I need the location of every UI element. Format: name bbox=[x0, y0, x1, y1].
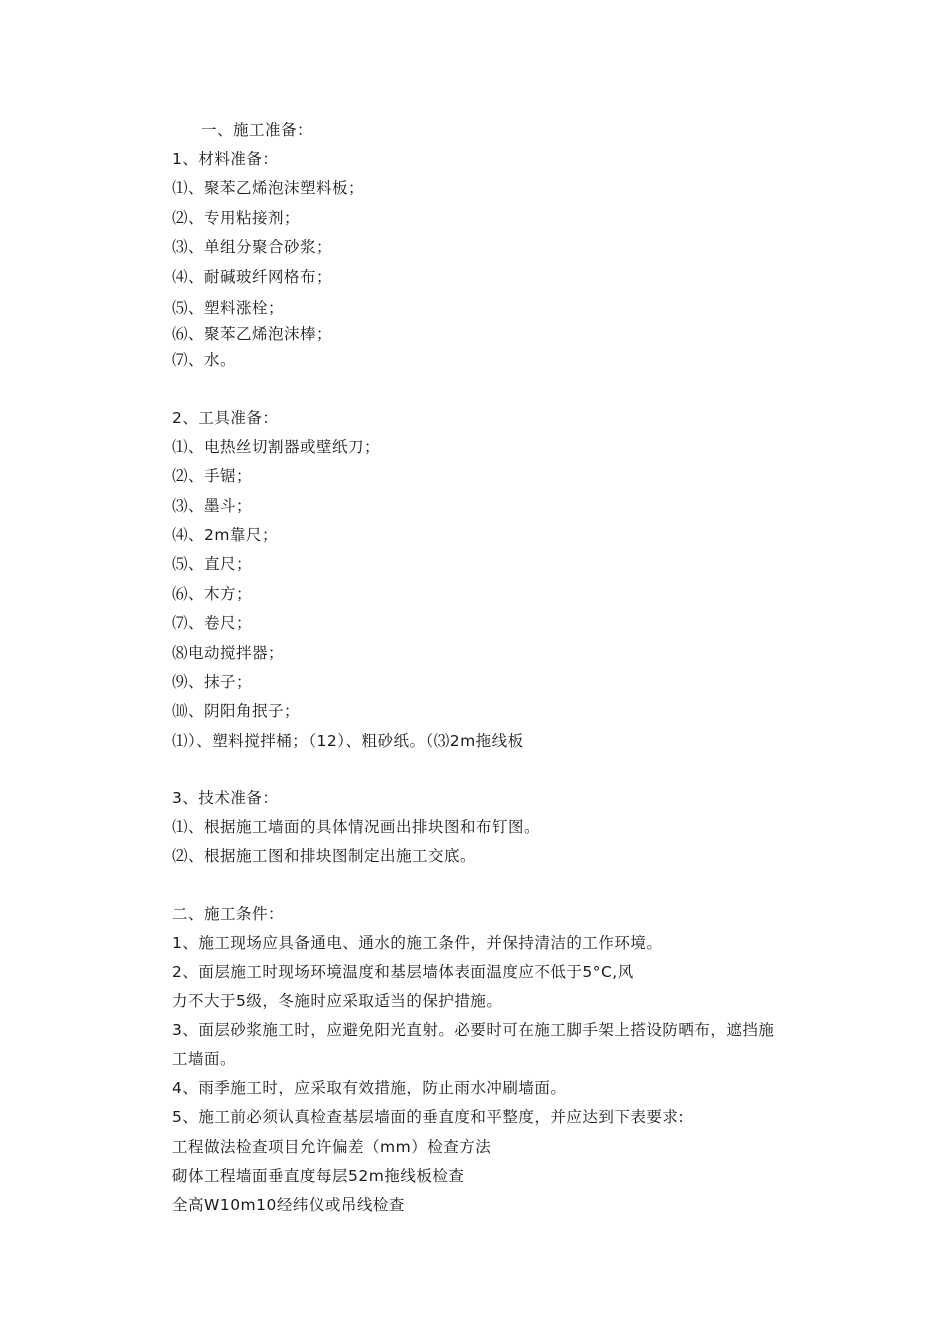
paragraph-line: 5、施工前必须认真检查基层墙面的垂直度和平整度，并应达到下表要求: bbox=[172, 1108, 685, 1126]
materials-heading: 1、材料准备： bbox=[172, 150, 279, 168]
list-item: ⑸、塑料涨栓； bbox=[172, 299, 285, 317]
paragraph-line: 2、面层施工时现场环境温度和基层墙体表面温度应不低于5°C,风 bbox=[172, 963, 634, 981]
paragraph-line: 4、雨季施工时，应采取有效措施，防止雨水冲刷墙面。 bbox=[172, 1079, 567, 1097]
list-item: ⑵、根据施工图和排块图制定出施工交底。 bbox=[172, 847, 477, 865]
list-item: ⑶、墨斗； bbox=[172, 497, 253, 515]
list-item: ⑽、阴阳角抿子； bbox=[172, 702, 301, 720]
paragraph-line: 1、施工现场应具备通电、通水的施工条件，并保持清洁的工作环境。 bbox=[172, 934, 663, 952]
tools-heading: 2、工具准备： bbox=[172, 409, 279, 427]
list-item: ⑶、单组分聚合砂浆； bbox=[172, 238, 333, 256]
list-item: ⑸、直尺； bbox=[172, 555, 253, 573]
list-item: ⑹、木方； bbox=[172, 585, 253, 603]
list-item: ⑵、手锯； bbox=[172, 467, 253, 485]
list-item: ⑼、抹子； bbox=[172, 673, 253, 691]
list-item: ⑷、耐碱玻纤网格布； bbox=[172, 268, 333, 286]
list-item: ⑵、专用粘接剂； bbox=[172, 209, 301, 227]
list-item: ⑺、卷尺； bbox=[172, 614, 253, 632]
paragraph-line: 工墙面。 bbox=[172, 1050, 237, 1068]
section-2-title: 二、施工条件： bbox=[172, 905, 285, 923]
section-1-title: 一、施工准备： bbox=[201, 121, 314, 139]
table-row-line: 全高W10m10经纬仪或吊线检查 bbox=[172, 1196, 405, 1214]
list-item: ⑴、聚苯乙烯泡沫塑料板； bbox=[172, 179, 365, 197]
paragraph-line: 力不大于5级，冬施时应采取适当的保护措施。 bbox=[172, 992, 503, 1010]
list-item: ⑴、根据施工墙面的具体情况画出排块图和布钉图。 bbox=[172, 818, 541, 836]
list-item: ⑻电动搅拌器； bbox=[172, 644, 285, 662]
list-item: ⑺、水。 bbox=[172, 351, 237, 369]
tech-heading: 3、技术准备： bbox=[172, 789, 279, 807]
list-item: ⑹、聚苯乙烯泡沫棒； bbox=[172, 325, 333, 343]
list-item: ⑴）、塑料搅拌桶；（12）、粗砂纸。（⑶2m拖线板 bbox=[172, 732, 524, 750]
list-item: ⑴、电热丝切割器或壁纸刀； bbox=[172, 438, 381, 456]
paragraph-line: 3、面层砂浆施工时，应避免阳光直射。必要时可在施工脚手架上搭设防晒布，遮挡施 bbox=[172, 1021, 775, 1039]
list-item: ⑷、2m靠尺； bbox=[172, 526, 278, 544]
table-header-line: 工程做法检查项目允许偏差（mm）检查方法 bbox=[172, 1138, 492, 1156]
table-row-line: 砌体工程墙面垂直度每层52m拖线板检查 bbox=[172, 1167, 465, 1185]
